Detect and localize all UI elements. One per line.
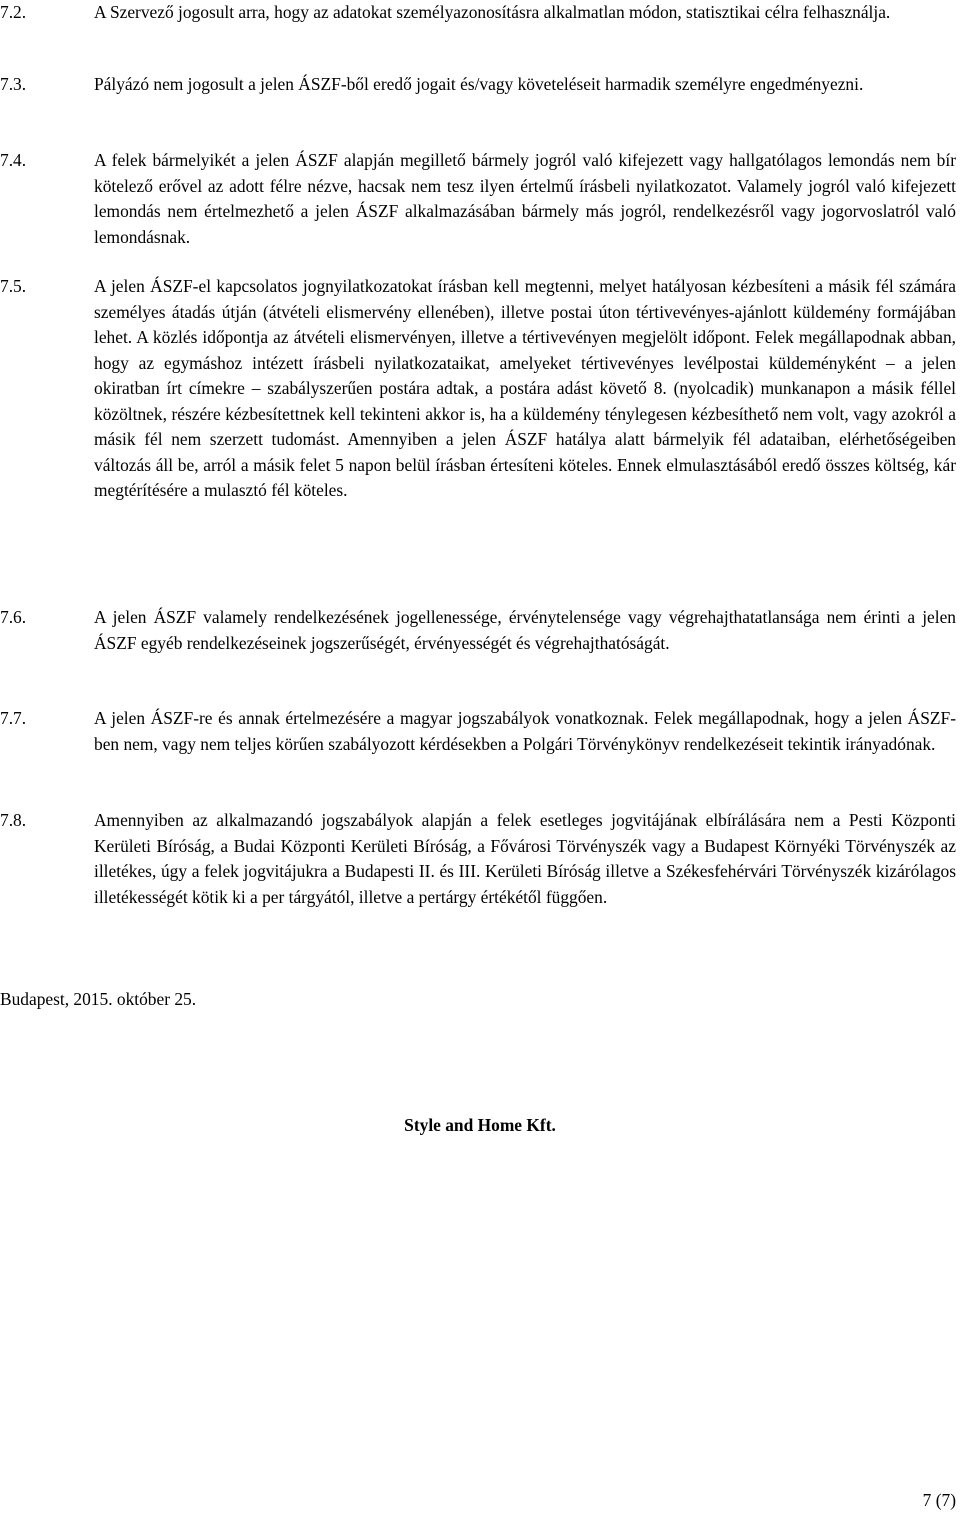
clause-number: 7.3. (0, 74, 27, 94)
clause-number: 7.2. (0, 2, 27, 22)
clause-text: A jelen ÁSZF valamely rendelkezésének jogellenessége, érvénytelensége vagy végrehajthatatlansága nem érinti a jelen ÁSZF egyéb rendelkezéseinek jogszerűségét, érvényességét és végrehajthatóságát. (94, 607, 956, 653)
clause-text: A jelen ÁSZF-re és annak értelmezésére a magyar jogszabályok vonatkoznak. Felek megállapodnak, hogy a jelen ÁSZF-ben nem, vagy nem teljes körűen szabályozott kérdésekben a Polgári Törvénykönyv rendelkezéseit tekintik irányadónak. (94, 708, 956, 754)
clause-text: A jelen ÁSZF-el kapcsolatos jognyilatkozatokat írásban kell megtenni, melyet hatályosan kézbesíteni a másik fél számára személyes átadás útján (átvételi elismervény ellenében), illetve postai úton tértivevényes-ajánlott küldemény formájában lehet. A közlés időpontja az átvételi elismervényen, illetve a tértivevényen megjelölt időpont. Felek megállapodnak abban, hogy az egymáshoz intézett írásbeli nyilatkozataikat, amelyeket tértivevényes levélpostai küldeményként – a jelen okiratban írt címekre – szabályszerűen postára adtak, a postára adást követő 8. (nyolcadik) munkanapon a másik féllel közöltnek, részére kézbesítettnek kell tekinteni akkor is, ha a küldemény ténylegesen kézbesíthető nem volt, vagy azokról a másik fél nem szerzett tudomást. Amennyiben a jelen ÁSZF hatálya alatt bármelyik fél adataiban, elérhetőségeiben változás áll be, arról a másik felet 5 napon belül írásban értesíteni köteles. Ennek elmulasztásából eredő összes költség, kár megtérítésére a mulasztó fél köteles. (94, 276, 956, 500)
clause-number: 7.5. (0, 276, 27, 296)
page-number: 7 (7) (922, 1490, 956, 1510)
company-signature: Style and Home Kft. (404, 1115, 556, 1135)
clause-number: 7.6. (0, 607, 27, 627)
clause-7-4 (0, 148, 956, 250)
clause-number: 7.8. (0, 810, 27, 830)
clause-7-3 (0, 72, 956, 98)
clause-text: A felek bármelyikét a jelen ÁSZF alapján megillető bármely jogról való kifejezett vagy hallgatólagos lemondás nem bír kötelező erővel az adott félre nézve, hacsak nem tesz ilyen értelmű írásbeli nyilatkozatot. Valamely jogról való kifejezett lemondás nem értelmezhető a jelen ÁSZF alkalmazásában bármely más jogról, rendelkezésről vagy jogorvoslatról való lemondásnak. (94, 150, 956, 247)
place-and-date: Budapest, 2015. október 25. (0, 989, 197, 1009)
clause-number: 7.7. (0, 708, 27, 728)
clause-7-6 (0, 605, 956, 656)
clause-text: Pályázó nem jogosult a jelen ÁSZF-ből eredő jogait és/vagy követeléseit harmadik személyre engedményezni. (94, 74, 864, 94)
clause-7-2 (0, 0, 956, 26)
clause-7-8 (0, 808, 956, 910)
clause-7-5 (0, 274, 956, 504)
clause-number: 7.4. (0, 150, 27, 170)
clause-text: A Szervező jogosult arra, hogy az adatokat személyazonosításra alkalmatlan módon, statisztikai célra felhasználja. (94, 2, 891, 22)
clause-7-7 (0, 706, 956, 757)
clause-text: Amennyiben az alkalmazandó jogszabályok alapján a felek esetleges jogvitájának elbírálására nem a Pesti Központi Kerületi Bíróság, a Budai Központi Kerületi Bíróság, a Fővárosi Törvényszék vagy a Budapest Környéki Törvényszék az illetékes, úgy a felek jogvitájukra a Budapesti II. és III. Kerületi Bíróság illetve a Székesfehérvári Törvényszék kizárólagos illetékességét kötik ki a per tárgyától, illetve a pertárgy értékétől függően. (94, 810, 956, 907)
